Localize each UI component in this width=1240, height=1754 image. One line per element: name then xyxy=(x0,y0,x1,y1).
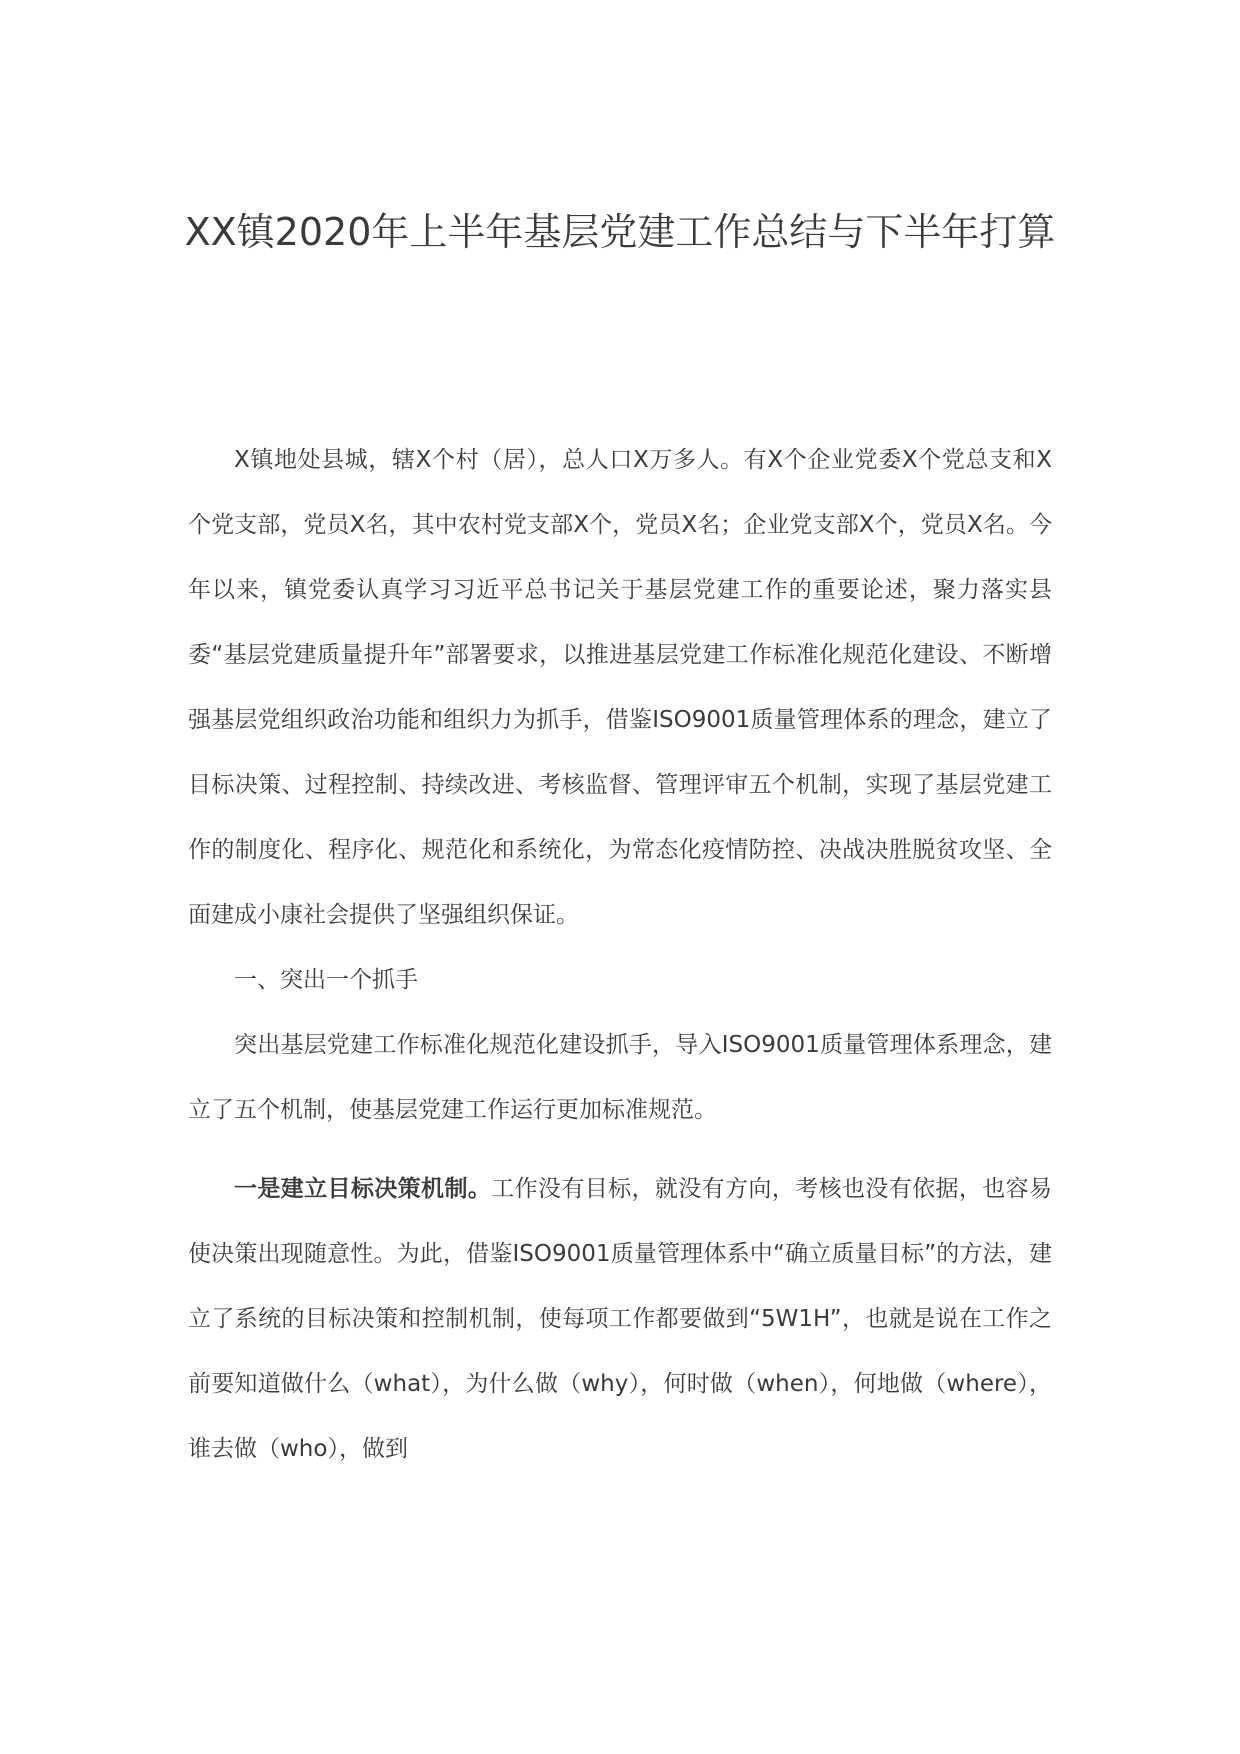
document-body xyxy=(188,428,1052,1482)
document-title: XX镇2020年上半年基层党建工作总结与下半年打算 xyxy=(184,210,1056,254)
section-paragraph: 突出基层党建工作标准化规范化建设抓手，导入ISO9001质量管理体系理念，建立了五个机制，使基层党建工作运行更加标准规范。 xyxy=(188,1032,1052,1123)
mechanism-paragraph xyxy=(188,1157,1052,1482)
intro-paragraph: X镇地处县城，辖X个村（居），总人口X万多人。有X个企业党委X个党总支和X个党支部，党员X名，其中农村党支部X个，党员X名；企业党支部X个，党员X名。今年以来，镇党委认真学习习近平总书记关于基层党建工作的重要论述，聚力落实县委“基层党建质量提升年”部署要求，以推进基层党建工作标准化规范化建设、不断增强基层党组织政治功能和组织力为抓手，借鉴ISO9001质量管理体系的理念，建立了目标决策、过程控制、持续改进、考核监督、管理评审五个机制，实现了基层党建工作的制度化、程序化、规范化和系统化，为常态化疫情防控、决战决胜脱贫攻坚、全面建成小康社会提供了坚强组织保证。 xyxy=(188,447,1052,928)
mechanism-lead: 一是建立目标决策机制。 xyxy=(234,1176,492,1202)
mechanism-text: 工作没有目标，就没有方向，考核也没有依据，也容易使决策出现随意性。为此，借鉴ISO9001质量管理体系中“确立质量目标”的方法，建立了系统的目标决策和控制机制，使每项工作都要做到“5W1H”，也就是说在工作之前要知道做什么（what），为什么做（why），何时做（when），何地做（where），谁去做（who），做到 xyxy=(188,1176,1053,1462)
section-heading: 一、突出一个抓手 xyxy=(234,967,418,993)
